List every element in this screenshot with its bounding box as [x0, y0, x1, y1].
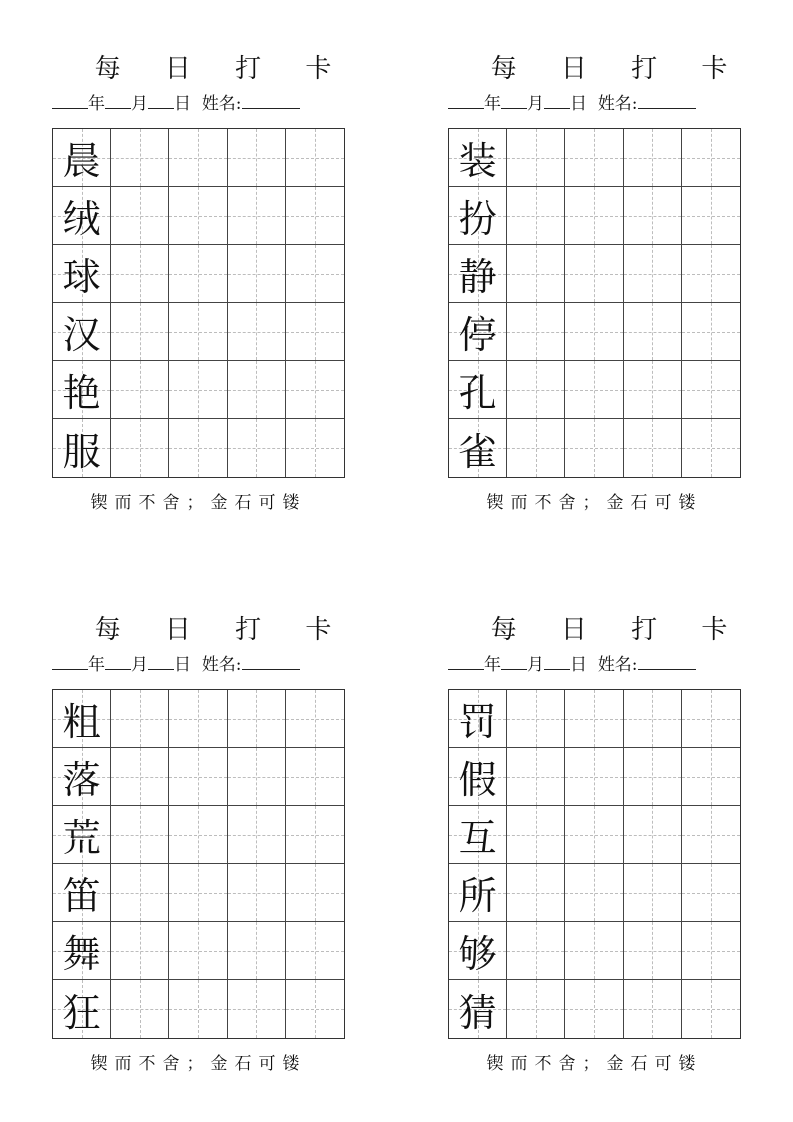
practice-cell[interactable]: [286, 419, 344, 477]
month-label: 月: [527, 94, 544, 114]
name-blank[interactable]: [242, 92, 300, 109]
year-blank[interactable]: [448, 653, 484, 670]
practice-cell[interactable]: [565, 129, 623, 187]
practice-cell[interactable]: [286, 361, 344, 419]
practice-cell[interactable]: [169, 303, 227, 361]
model-char-cell: [449, 361, 507, 419]
model-character: 汉: [62, 313, 101, 357]
practice-cell[interactable]: [111, 922, 169, 980]
model-char-cell: [53, 864, 111, 922]
model-char-cell: [449, 690, 507, 748]
model-character: 孔: [458, 371, 497, 415]
model-char-cell: [53, 245, 111, 303]
practice-cell[interactable]: [507, 980, 565, 1038]
month-blank[interactable]: [105, 653, 131, 670]
model-char-cell: [449, 922, 507, 980]
practice-cell[interactable]: [286, 864, 344, 922]
year-label: 年: [484, 94, 501, 114]
practice-cell[interactable]: [111, 864, 169, 922]
practice-cell[interactable]: [507, 864, 565, 922]
practice-cell[interactable]: [228, 806, 286, 864]
practice-cell[interactable]: [565, 864, 623, 922]
model-character: 猜: [458, 990, 497, 1035]
practice-cell[interactable]: [286, 129, 344, 187]
practice-cell[interactable]: [507, 922, 565, 980]
model-character: 艳: [62, 371, 101, 415]
practice-cell[interactable]: [507, 187, 565, 245]
practice-cell[interactable]: [624, 419, 682, 477]
practice-cell[interactable]: [565, 187, 623, 245]
practice-cell[interactable]: [228, 922, 286, 980]
practice-cell[interactable]: [169, 419, 227, 477]
date-name-line: [448, 653, 748, 675]
model-char-cell: [449, 187, 507, 245]
practice-cell[interactable]: [624, 129, 682, 187]
motto: 锲而不舍；金石可镂: [90, 1054, 307, 1074]
model-character: 狂: [62, 990, 101, 1035]
practice-cell[interactable]: [507, 748, 565, 806]
model-char-cell: [53, 980, 111, 1038]
practice-cell[interactable]: [286, 980, 344, 1038]
practice-cell[interactable]: [565, 361, 623, 419]
practice-cell[interactable]: [111, 690, 169, 748]
date-name-line: [52, 92, 352, 114]
practice-cell[interactable]: [111, 806, 169, 864]
model-character: 雀: [458, 429, 497, 474]
model-character: 落: [62, 758, 101, 802]
model-character: 笛: [62, 874, 101, 918]
model-character: 装: [458, 139, 497, 183]
practice-cell[interactable]: [682, 748, 740, 806]
practice-card-3: [52, 615, 352, 1074]
model-char-cell: [449, 748, 507, 806]
practice-cell[interactable]: [624, 864, 682, 922]
year-blank[interactable]: [52, 92, 88, 109]
practice-cell[interactable]: [507, 806, 565, 864]
model-character: 扮: [458, 197, 497, 241]
practice-cell[interactable]: [169, 361, 227, 419]
practice-cell[interactable]: [169, 690, 227, 748]
model-char-cell: [449, 806, 507, 864]
name-label: 姓名:: [201, 655, 242, 675]
model-char-cell: [53, 806, 111, 864]
practice-cell[interactable]: [169, 980, 227, 1038]
practice-cell[interactable]: [682, 187, 740, 245]
model-character: 互: [458, 816, 497, 860]
practice-cell[interactable]: [624, 748, 682, 806]
year-label: 年: [88, 94, 105, 114]
day-blank[interactable]: [148, 653, 174, 670]
practice-cell[interactable]: [169, 806, 227, 864]
motto: 锲而不舍；金石可镂: [486, 493, 703, 513]
day-blank[interactable]: [544, 92, 570, 109]
model-char-cell: [53, 922, 111, 980]
model-char-cell: [53, 361, 111, 419]
model-character: 假: [458, 758, 497, 802]
practice-cell[interactable]: [286, 922, 344, 980]
practice-cell[interactable]: [682, 806, 740, 864]
model-character: 舞: [62, 932, 101, 976]
practice-cell[interactable]: [682, 922, 740, 980]
model-character: 够: [458, 932, 497, 976]
date-name-line: [52, 653, 352, 675]
model-character: 荒: [62, 816, 101, 860]
practice-cell[interactable]: [565, 245, 623, 303]
name-label: 姓名:: [201, 94, 242, 114]
day-label: 日: [174, 94, 191, 114]
month-blank[interactable]: [105, 92, 131, 109]
practice-cell[interactable]: [111, 361, 169, 419]
practice-cell[interactable]: [169, 129, 227, 187]
model-char-cell: [449, 864, 507, 922]
practice-cell[interactable]: [228, 361, 286, 419]
practice-cell[interactable]: [682, 980, 740, 1038]
model-char-cell: [53, 748, 111, 806]
practice-cell[interactable]: [169, 864, 227, 922]
practice-cell[interactable]: [228, 187, 286, 245]
practice-cell[interactable]: [169, 922, 227, 980]
model-character: 罚: [458, 700, 497, 744]
model-char-cell: [449, 245, 507, 303]
practice-card-1: [52, 54, 352, 513]
model-character: 所: [458, 874, 497, 918]
motto: 锲而不舍；金石可镂: [90, 493, 307, 513]
practice-cell[interactable]: [565, 922, 623, 980]
model-character: 球: [62, 255, 101, 299]
practice-cell[interactable]: [565, 690, 623, 748]
name-blank[interactable]: [638, 653, 696, 670]
practice-cell[interactable]: [624, 361, 682, 419]
practice-cell[interactable]: [624, 980, 682, 1038]
practice-cell[interactable]: [624, 245, 682, 303]
practice-cell[interactable]: [228, 245, 286, 303]
model-char-cell: [449, 129, 507, 187]
practice-cell[interactable]: [507, 690, 565, 748]
practice-cell[interactable]: [507, 303, 565, 361]
model-char-cell: [53, 129, 111, 187]
tianzige-grid: [52, 689, 345, 1039]
practice-cell[interactable]: [228, 748, 286, 806]
practice-cell[interactable]: [507, 129, 565, 187]
practice-cell[interactable]: [565, 419, 623, 477]
tianzige-grid: [448, 689, 741, 1039]
card-title: 每 日 打 卡: [490, 54, 746, 84]
model-character: 晨: [62, 139, 101, 183]
practice-cell[interactable]: [111, 187, 169, 245]
day-label: 日: [570, 655, 587, 675]
practice-cell[interactable]: [169, 245, 227, 303]
model-char-cell: [449, 419, 507, 477]
practice-cell[interactable]: [565, 806, 623, 864]
year-label: 年: [88, 655, 105, 675]
practice-cell[interactable]: [111, 129, 169, 187]
model-character: 停: [458, 313, 497, 357]
practice-cell[interactable]: [565, 303, 623, 361]
practice-cell[interactable]: [624, 187, 682, 245]
practice-cell[interactable]: [228, 303, 286, 361]
motto: 锲而不舍；金石可镂: [486, 1054, 703, 1074]
model-char-cell: [53, 419, 111, 477]
day-label: 日: [570, 94, 587, 114]
practice-cell[interactable]: [565, 748, 623, 806]
name-label: 姓名:: [597, 94, 638, 114]
practice-cell[interactable]: [682, 361, 740, 419]
practice-cell[interactable]: [111, 748, 169, 806]
practice-cell[interactable]: [682, 245, 740, 303]
name-blank[interactable]: [242, 653, 300, 670]
practice-cell[interactable]: [286, 187, 344, 245]
practice-cell[interactable]: [228, 864, 286, 922]
practice-cell[interactable]: [682, 303, 740, 361]
year-label: 年: [484, 655, 501, 675]
practice-cell[interactable]: [228, 690, 286, 748]
practice-cell[interactable]: [286, 690, 344, 748]
practice-cell[interactable]: [169, 187, 227, 245]
card-title: 每 日 打 卡: [94, 54, 350, 84]
practice-cell[interactable]: [507, 361, 565, 419]
practice-cell[interactable]: [286, 303, 344, 361]
practice-cell[interactable]: [111, 245, 169, 303]
practice-cell[interactable]: [507, 245, 565, 303]
practice-cell[interactable]: [228, 419, 286, 477]
year-blank[interactable]: [448, 92, 484, 109]
practice-cell[interactable]: [682, 419, 740, 477]
practice-cell[interactable]: [624, 303, 682, 361]
model-character: 粗: [62, 700, 101, 744]
month-label: 月: [131, 94, 148, 114]
practice-cell[interactable]: [111, 980, 169, 1038]
day-blank[interactable]: [148, 92, 174, 109]
practice-cell[interactable]: [228, 129, 286, 187]
practice-cell[interactable]: [169, 748, 227, 806]
model-character: 绒: [62, 197, 101, 241]
tianzige-grid: [448, 128, 741, 478]
practice-cell[interactable]: [286, 245, 344, 303]
month-label: 月: [527, 655, 544, 675]
practice-cell[interactable]: [228, 980, 286, 1038]
model-character: 静: [458, 255, 497, 299]
practice-cell[interactable]: [682, 129, 740, 187]
practice-cell[interactable]: [111, 303, 169, 361]
model-char-cell: [53, 690, 111, 748]
model-char-cell: [449, 980, 507, 1038]
card-title: 每 日 打 卡: [94, 615, 350, 645]
practice-card-4: [448, 615, 748, 1074]
card-title: 每 日 打 卡: [490, 615, 746, 645]
practice-cell[interactable]: [286, 806, 344, 864]
practice-cell[interactable]: [624, 922, 682, 980]
practice-cell[interactable]: [565, 980, 623, 1038]
practice-card-2: [448, 54, 748, 513]
day-label: 日: [174, 655, 191, 675]
model-char-cell: [53, 303, 111, 361]
name-label: 姓名:: [597, 655, 638, 675]
practice-cell[interactable]: [111, 419, 169, 477]
practice-cell[interactable]: [682, 864, 740, 922]
model-char-cell: [449, 303, 507, 361]
month-blank[interactable]: [501, 653, 527, 670]
tianzige-grid: [52, 128, 345, 478]
month-blank[interactable]: [501, 92, 527, 109]
practice-cell[interactable]: [624, 690, 682, 748]
practice-cell[interactable]: [682, 690, 740, 748]
model-char-cell: [53, 187, 111, 245]
practice-cell[interactable]: [507, 419, 565, 477]
practice-cell[interactable]: [624, 806, 682, 864]
date-name-line: [448, 92, 748, 114]
day-blank[interactable]: [544, 653, 570, 670]
year-blank[interactable]: [52, 653, 88, 670]
month-label: 月: [131, 655, 148, 675]
practice-cell[interactable]: [286, 748, 344, 806]
name-blank[interactable]: [638, 92, 696, 109]
model-character: 服: [62, 429, 101, 474]
